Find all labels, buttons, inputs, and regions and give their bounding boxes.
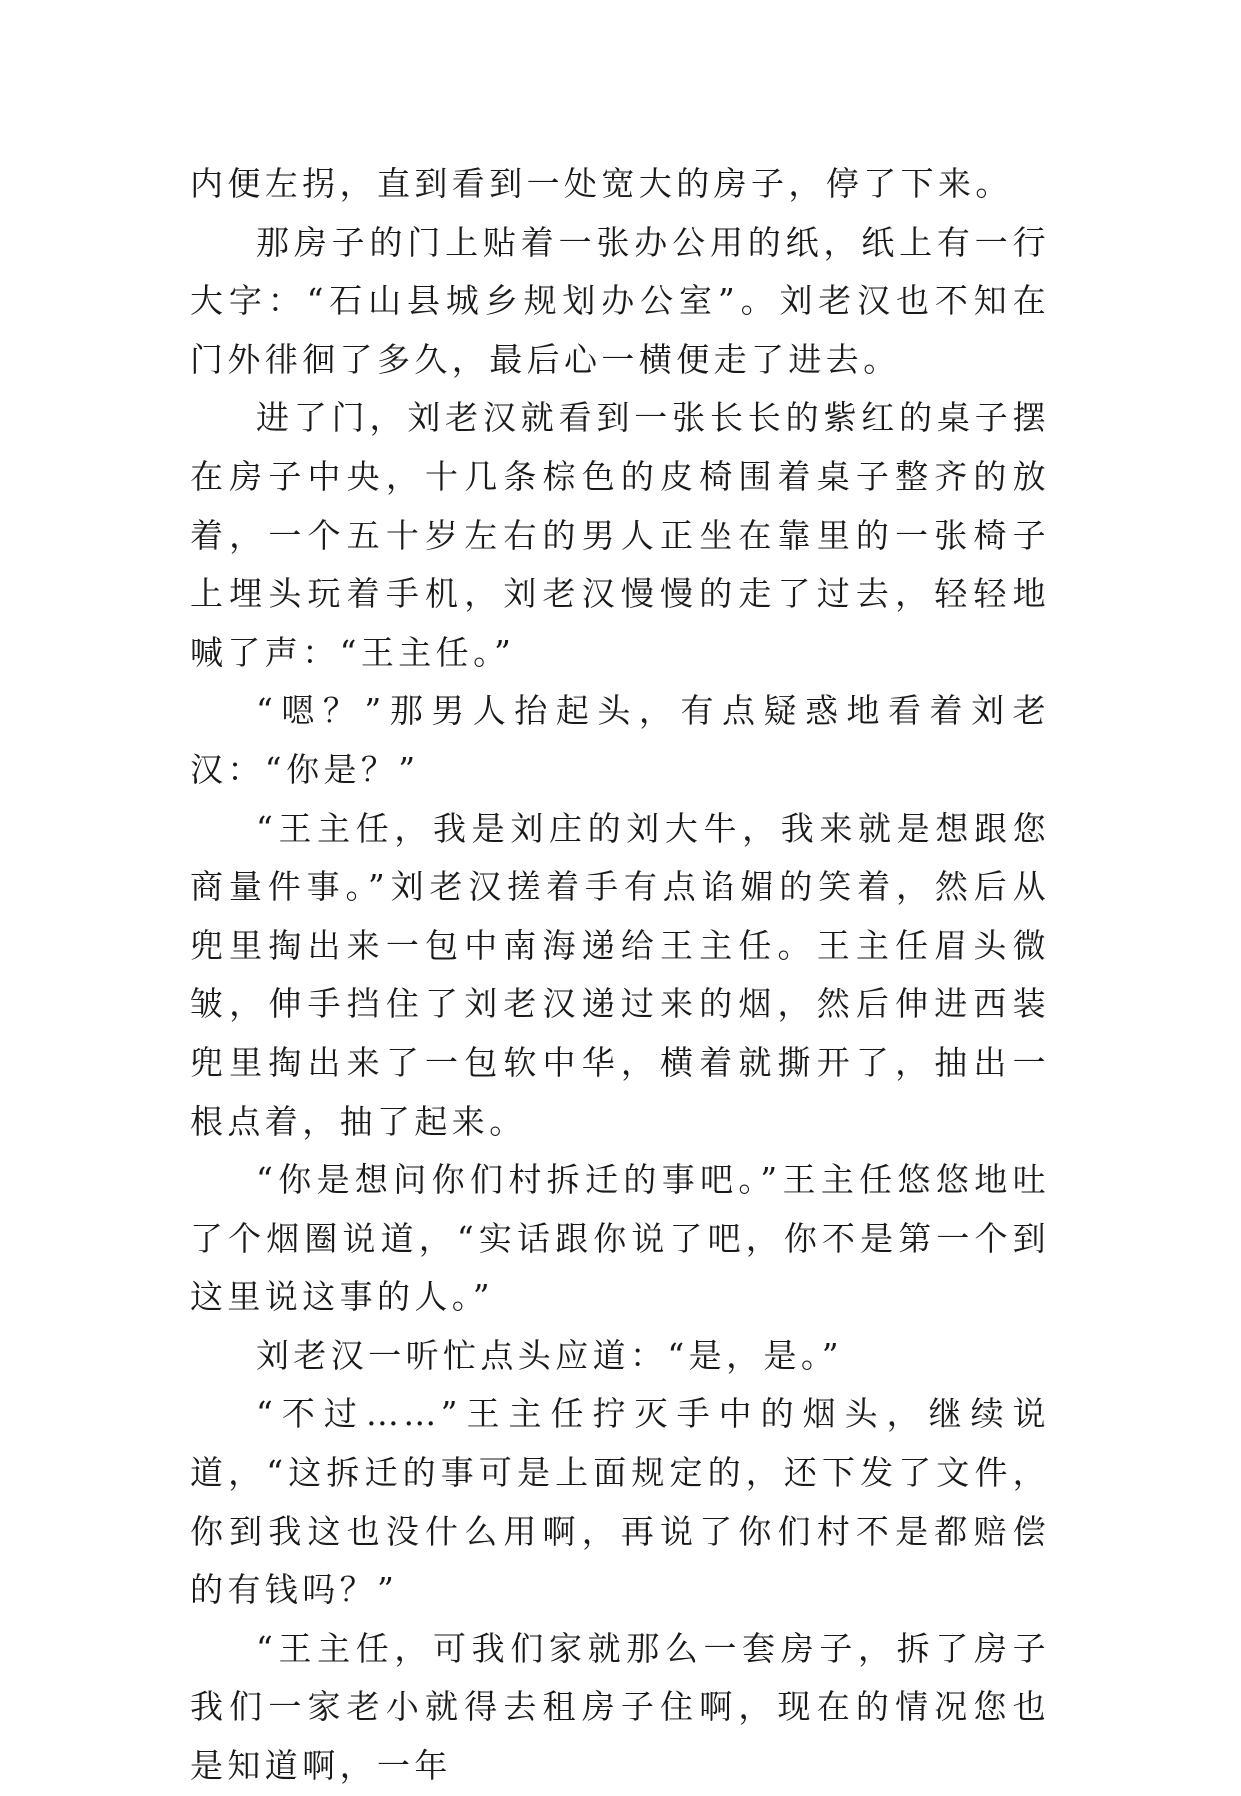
paragraph: “你是想问你们村拆迁的事吧。”王主任悠悠地吐了个烟圈说道，“实话跟你说了吧，你不是第一个到这里说这事的人。”	[190, 1160, 1050, 1317]
paragraph: “王主任，我是刘庄的刘大牛，我来就是想跟您商量件事。”刘老汉搓着手有点谄媚的笑着，然后从兜里掏出来一包中南海递给王主任。王主任眉头微皱，伸手挡住了刘老汉递过来的烟，然后伸进西装兜里掏出来了一包软中华，横着就撕开了，抽出一根点着，抽了起来。	[190, 808, 1050, 1141]
paragraph-continued: 内便左拐，直到看到一处宽大的房子，停了下来。	[190, 164, 1013, 203]
paragraph: 那房子的门上贴着一张办公用的纸，纸上有一行大字：“石山县城乡规划办公室”。刘老汉也不知在门外徘徊了多久，最后心一横便走了进去。	[190, 222, 1050, 379]
paragraph: “王主任，可我们家就那么一套房子，拆了房子我们一家老小就得去租房子住啊，现在的情况您也是知道啊，一年	[190, 1628, 1050, 1786]
paragraph: “嗯？”那男人抬起头，有点疑惑地看着刘老汉：“你是？”	[190, 691, 1050, 789]
paragraph: “不过……”王主任拧灭手中的烟头，继续说道，“这拆迁的事可是上面规定的，还下发了文件，你到我这也没什么用啊，再说了你们村不是都赔偿的有钱吗？”	[190, 1394, 1050, 1610]
paragraph: 进了门，刘老汉就看到一张长长的紫红的桌子摆在房子中央，十几条棕色的皮椅围着桌子整齐的放着，一个五十岁左右的男人正坐在靠里的一张椅子上埋头玩着手机，刘老汉慢慢的走了过去，轻轻地喊了声：“王主任。”	[190, 398, 1050, 672]
document-page	[190, 155, 1050, 1796]
paragraph: 刘老汉一听忙点头应道：“是，是。”	[256, 1335, 844, 1375]
